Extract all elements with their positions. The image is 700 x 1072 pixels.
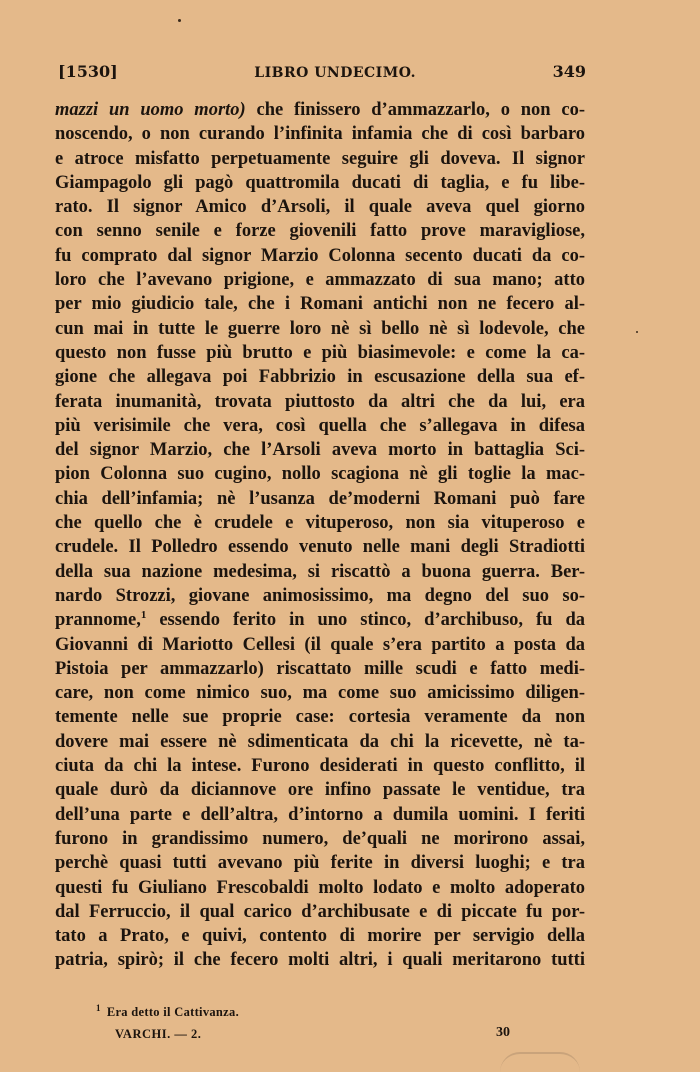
header-title: LIBRO UNDECIMO. [254, 65, 416, 81]
footnote [96, 1003, 239, 1020]
text-line: pion Colonna suo cugino, nollo scagiona nè gli toglie la mac- [55, 464, 585, 485]
text-line: del signor Marzio, che l’Arsoli aveva morto in battaglia Sci- [55, 440, 585, 461]
text-line: che quello che è crudele e vituperoso, non sia vituperoso e [55, 513, 585, 534]
text-line: fu comprato dal signor Marzio Colonna secento ducati da co- [55, 245, 585, 266]
text-line: con senno senile e forze giovenili fatto prove maravigliose, [55, 221, 585, 242]
text-line [55, 98, 585, 122]
text-line: tato a Prato, e quivi, contento di morire per servigio della [55, 926, 585, 947]
text-line: dovere mai essere nè sdimenticata da chi la ricevette, nè ta- [55, 731, 585, 752]
text-line: dell’una parte e dell’altra, d’intorno a dumila uomini. I feriti [55, 804, 585, 825]
text-line: Pistoia per ammazzarlo) riscattato mille scudi e fatto medi- [55, 658, 585, 679]
text-line: questi fu Giuliano Frescobaldi molto lodato e molto adoperato [55, 877, 585, 898]
footnote-reference[interactable]: 1 [140, 609, 147, 622]
text-line: patria, spirò; il che fecero molti altri, i quali meritarono tutti [55, 950, 585, 971]
text-line: per mio giudicio tale, che i Romani antichi non ne fecero al- [55, 294, 585, 315]
text-line: ferata inumanità, trovata piuttosto da altri che da lui, era [55, 391, 585, 412]
italic-phrase: mazzi un uomo morto) [55, 100, 246, 120]
text-line: cun mai in tutte le guerre loro nè sì bello nè sì lodevole, che [55, 318, 585, 339]
text-line: Giovanni di Mariotto Cellesi (il quale s’era partito a posta da [55, 634, 585, 655]
footnote-marker: 1 [96, 1003, 101, 1013]
text-line: della sua nazione medesima, si riscattò a buona guerra. Ber- [55, 561, 585, 582]
text-line-part: che finissero d’ammazzarlo, o non co- [245, 100, 585, 120]
text-line: rato. Il signor Amico d’Arsoli, il quale aveva quel giorno [55, 197, 585, 218]
header-year: [1530] [58, 62, 118, 81]
watermark-fragment [500, 1052, 580, 1072]
text-line: temente nelle sue proprie case: cortesia veramente da non [55, 707, 585, 728]
text-line: quale durò da diciannove ore infino passate le ventidue, tra [55, 780, 585, 801]
text-line: crudele. Il Polledro essendo venuto nelle mani degli Stradiotti [55, 537, 585, 558]
text-line: questo non fusse più brutto e più biasimevole: e come la ca- [55, 342, 585, 363]
text-line: gione che allegava poi Fabbrizio in escusazione della sua ef- [55, 367, 585, 388]
text-line: e atroce misfatto perpetuamente seguire gli doveva. Il signor [55, 148, 585, 169]
footnote-text: Era detto il Cattivanza. [106, 1005, 239, 1020]
text-line-part: prannome, [55, 610, 141, 631]
text-line: nardo Strozzi, giovane animosissimo, ma degno del suo so- [55, 585, 585, 606]
text-line: care, non come nimico suo, ma come suo amicissimo diligen- [55, 683, 585, 704]
text-line-part: essendo ferito in uno stinco, d’archibuso, fu da [146, 610, 585, 631]
text-line: Giampagolo gli pagò quattromila ducati di taglia, e fu libe- [55, 172, 585, 193]
text-line: più verisimile che vera, così quella che s’allegava in difesa [55, 415, 585, 436]
ink-speck [636, 331, 638, 333]
text-line: furono in grandissimo numero, de’quali ne morirono assai, [55, 828, 585, 849]
text-line: chia dell’infamia; nè l’usanza de’moderni Romani può fare [55, 488, 585, 509]
text-line: loro che l’avevano prigione, e ammazzato di sua mano; atto [55, 270, 585, 291]
signature-mark: VARCHI. — 2. [115, 1027, 202, 1041]
sheet-number: 30 [496, 1025, 510, 1040]
ink-speck [178, 19, 181, 22]
page-number: 349 [552, 62, 586, 81]
running-header [58, 62, 586, 81]
body-text [55, 98, 585, 973]
text-line: noscendo, o non curando l’infinita infamia che di così barbaro [55, 124, 585, 145]
text-line: ciuta da chi la intese. Furono desiderati in questo conflitto, il [55, 756, 585, 777]
text-line [55, 608, 585, 632]
text-line: perchè quasi tutti avevano più ferite in diversi luoghi; e tra [55, 853, 585, 874]
text-line: dal Ferruccio, il qual carico d’archibusate e di piccate fu por- [55, 901, 585, 922]
